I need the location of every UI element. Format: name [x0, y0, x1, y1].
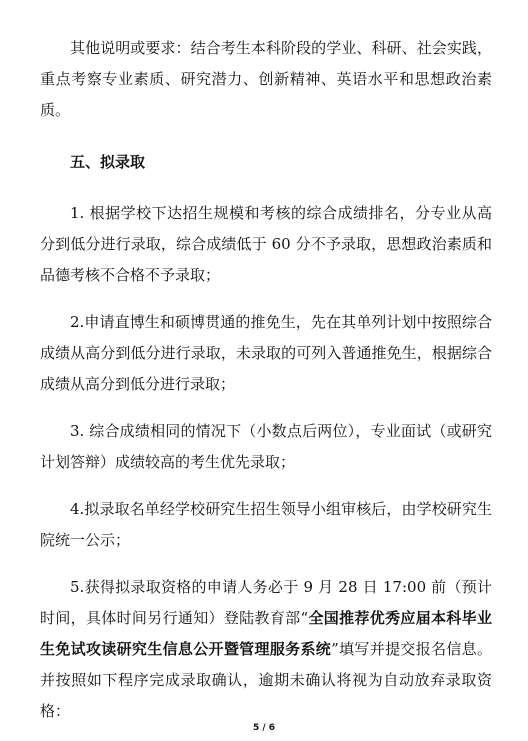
document-page — [40, 33, 492, 727]
admission-item-1: 1. 根据学校下达招生规模和考核的综合成绩排名，分专业从高分到低分进行录取，综合成绩低于 60 分不予录取，思想政治素质和品德考核不合格不予录取； — [40, 204, 492, 284]
item5-text-start: 5.获得拟录取资格的申请人务必于 9 月 28 日 17:00 前（预计时间，具体时间另行通知）登陆教育部“ — [40, 578, 492, 627]
admission-item-4: 4.拟录取名单经学校研究生招生领导小组审核后，由学校研究生院统一公示； — [40, 500, 492, 549]
page-number: 5 / 6 — [252, 723, 276, 733]
admission-item-5 — [40, 572, 492, 727]
item5-system-name: 全国推荐优秀应届本科毕业生免试攻读研究生信息公开暨管理服务系统 — [40, 609, 492, 658]
admission-item-2: 2.申请直博生和硕博贯通的推免生，先在其单列计划中按照综合成绩从高分到低分进行录取，未录取的可列入普通推免生，根据综合成绩从高分到低分进行录取； — [40, 313, 492, 393]
admission-item-3: 3. 综合成绩相同的情况下（小数点后两位），专业面试（或研究计划答辩）成绩较高的考生优先录取； — [40, 422, 492, 471]
item5-text-end: ”填写并提交报名信息。并按照如下程序完成录取确认，逾期未确认将视为自动放弃录取资格： — [40, 640, 492, 720]
other-requirements-paragraph: 其他说明或要求：结合考生本科阶段的学业、科研、社会实践，重点考察专业素质、研究潜力、创新精神、英语水平和思想政治素质。 — [40, 39, 492, 119]
section-heading: 五、拟录取 — [70, 153, 146, 171]
